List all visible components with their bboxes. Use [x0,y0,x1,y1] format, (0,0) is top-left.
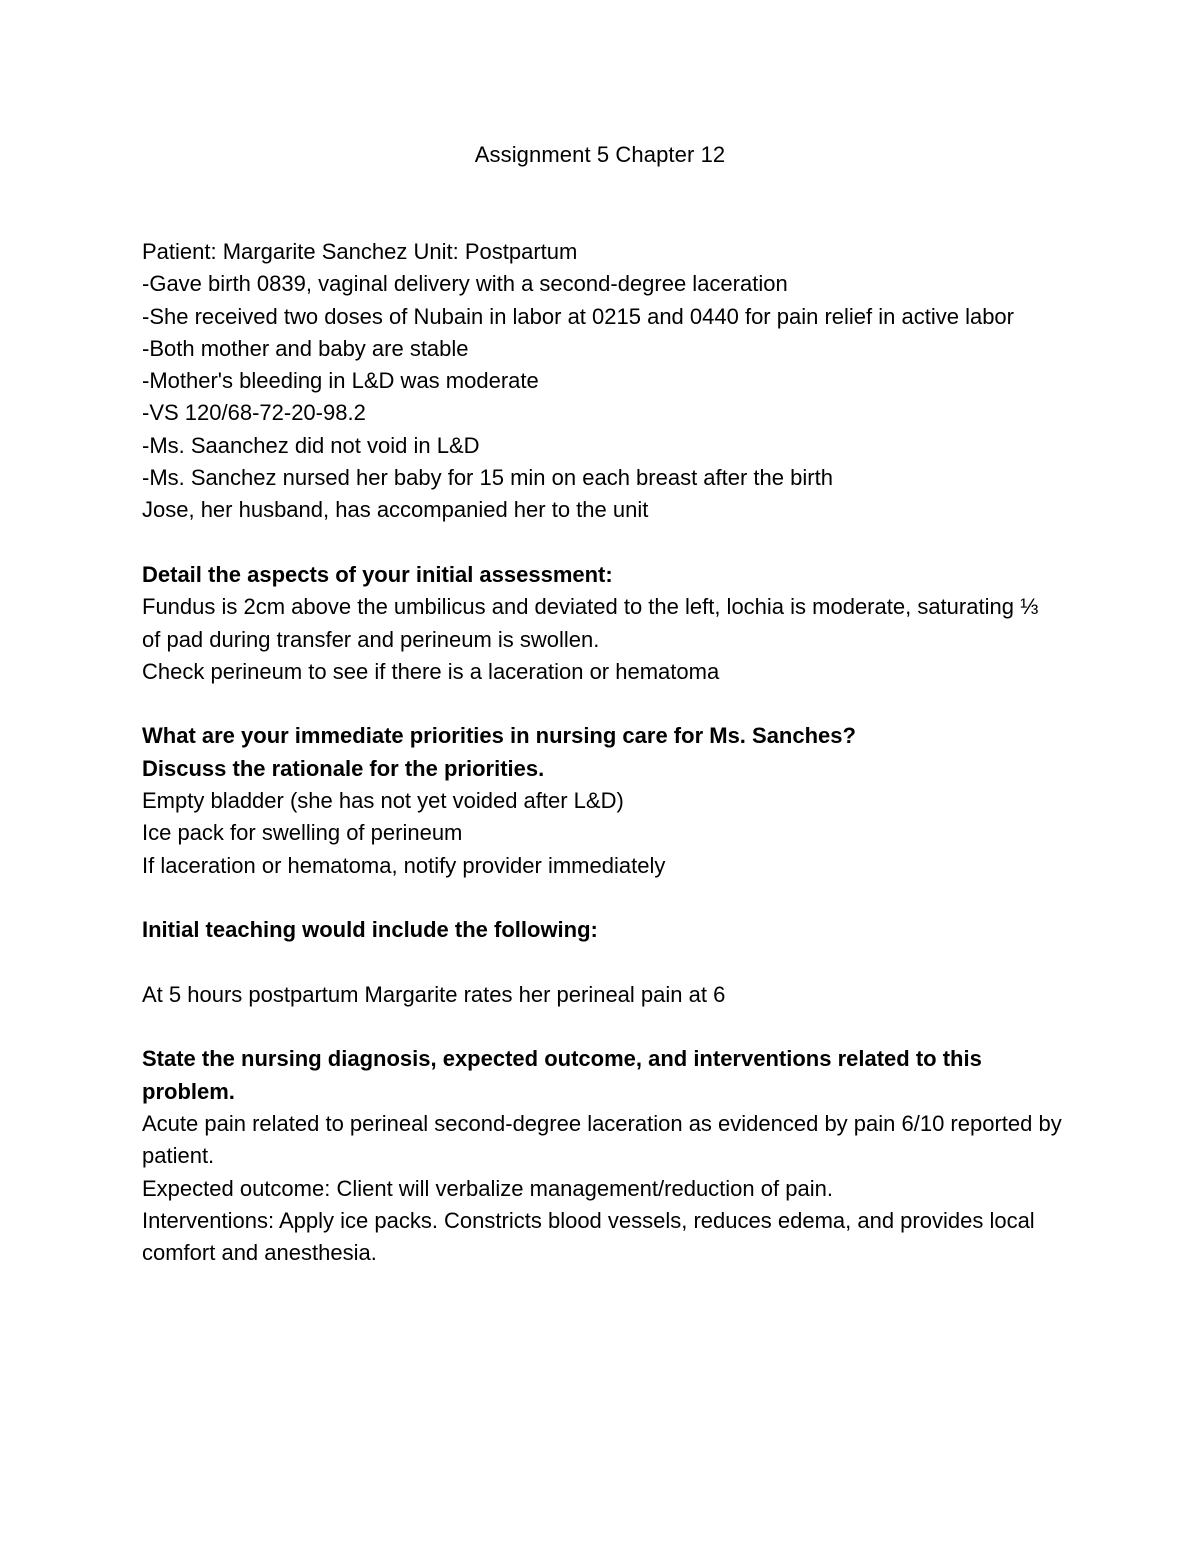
patient-item: -Ms. Saanchez did not void in L&D [142,432,480,458]
spacer [142,527,1062,559]
pain-note: At 5 hours postpartum Margarite rates her perineal pain at 6 [142,981,726,1007]
diagnosis-heading: State the nursing diagnosis, expected outcome, and interventions related to this problem. [142,1046,988,1104]
assessment-line: Fundus is 2cm above the umbilicus and deviated to the left, lochia is moderate, saturating ⅓ of pad during transfer and perineum is swollen. [142,594,1045,652]
priority-line: Empty bladder (she has not yet voided after L&D) [142,788,624,814]
spacer [142,947,1062,979]
diagnosis-line: Interventions: Apply ice packs. Constricts blood vessels, reduces edema, and provides local comfort and anesthesia. [142,1207,1041,1266]
diagnosis-line: Expected outcome: Client will verbalize management/reduction of pain. [142,1175,833,1201]
patient-item: -Ms. Sanchez nursed her baby for 15 min on each breast after the birth [142,465,833,491]
priority-line: Ice pack for swelling of perineum [142,820,463,846]
document-title: Assignment 5 Chapter 12 [474,142,726,167]
diagnosis-line: Acute pain related to perineal second-degree laceration as evidenced by pain 6/10 reported by patient. [142,1111,1068,1169]
patient-item: -Both mother and baby are stable [142,335,469,361]
spacer [142,688,1062,720]
priorities-subheading: Discuss the rationale for the priorities. [142,755,545,781]
patient-item: -She received two doses of Nubain in labor at 0215 and 0440 for pain relief in active labor [142,303,1014,329]
patient-item: -Gave birth 0839, vaginal delivery with a second-degree laceration [142,271,788,297]
patient-header: Patient: Margarite Sanchez Unit: Postpartum [142,239,578,264]
patient-item: -VS 120/68-72-20-98.2 [142,400,366,426]
spacer [142,1011,1062,1043]
teaching-heading: Initial teaching would include the following: [142,917,598,943]
patient-item: Jose, her husband, has accompanied her to the unit [142,497,649,523]
document-body [142,236,1068,1270]
priority-line: If laceration or hematoma, notify provider immediately [142,852,666,878]
spacer [142,882,1062,914]
assessment-line: Check perineum to see if there is a laceration or hematoma [142,658,720,684]
priorities-heading: What are your immediate priorities in nursing care for Ms. Sanches? [142,723,856,749]
assessment-heading: Detail the aspects of your initial assessment: [142,561,613,587]
patient-item: -Mother's bleeding in L&D was moderate [142,368,539,394]
